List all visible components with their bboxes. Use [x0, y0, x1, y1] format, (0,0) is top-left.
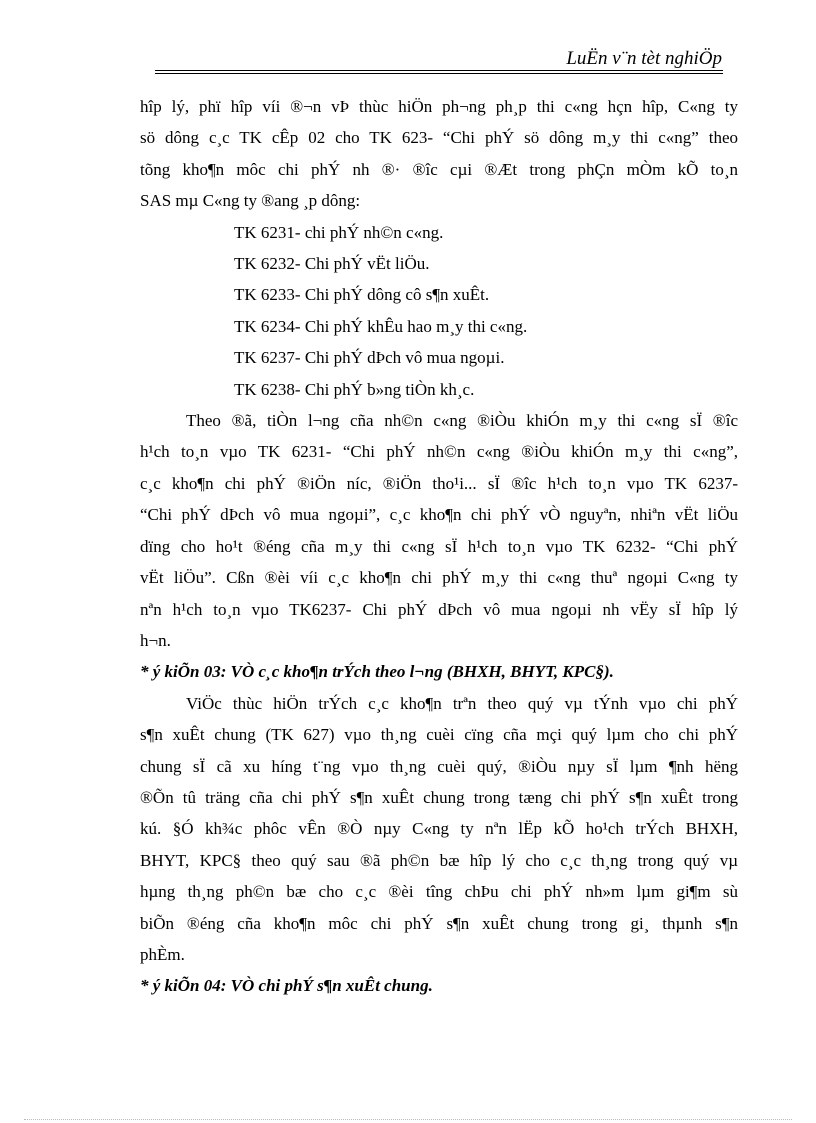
text-line: hµng th¸ng ph©n bæ cho c¸c ®èi tîng chÞu chi phÝ nh»m lµm gi¶m sù	[140, 882, 738, 902]
text-line: sö dông c¸c TK cÊp 02 cho TK 623- “Chi phÝ sö dông m¸y thi c«ng” theo	[140, 128, 738, 148]
text-line: vËt liÖu”. Cßn ®èi víi c¸c kho¶n chi phÝ m¸y thi c«ng thuª ngoµi C«ng ty	[140, 568, 738, 588]
text-line: Theo ®ã, tiÒn l¬ng cña nh©n c«ng ®iÒu khiÓn m¸y thi c«ng sÏ ®îc	[186, 411, 738, 431]
account-list-item: TK 6234- Chi phÝ khÊu hao m¸y thi c«ng.	[234, 316, 528, 336]
text-line: “Chi phÝ dÞch vô mua ngoµi”, c¸c kho¶n chi phÝ vÒ nguyªn, nhiªn vËt liÖu	[140, 505, 738, 525]
text-line: tõng kho¶n môc chi phÝ nh ®· ®îc cµi ®Æt trong phÇn mÒm kÕ to¸n	[140, 159, 738, 179]
account-list-item: TK 6232- Chi phÝ vËt liÖu.	[234, 254, 430, 274]
text-line: SAS mµ C«ng ty ®ang ¸p dông:	[140, 191, 361, 211]
text-line: h¬n.	[140, 630, 171, 650]
account-list-item: TK 6237- Chi phÝ dÞch vô mua ngoµi.	[234, 348, 505, 368]
document-body	[140, 91, 738, 1002]
text-line: kú. §Ó kh¾c phôc vÊn ®Ò nµy C«ng ty nªn lËp kÕ ho¹ch trÝch BHXH,	[140, 819, 738, 839]
text-line: chung sÏ cã xu híng t¨ng vµo th¸ng cuèi quý, ®iÒu nµy sÏ lµm ¶nh hëng	[140, 756, 738, 776]
section-heading-03: * ý kiÕn 03: VÒ c¸c kho¶n trÝch theo l¬ng (BHXH, BHYT, KPC§).	[140, 662, 614, 682]
text-line: BHYT, KPC§ theo quý sau ®ã ph©n bæ hîp lý cho c¸c th¸ng trong quý vµ	[140, 850, 738, 870]
text-line: nªn h¹ch to¸n vµo TK6237- Chi phÝ dÞch vô mua ngoµi nh vËy sÏ hîp lý	[140, 599, 738, 619]
header-rule-top	[155, 70, 723, 71]
section-heading-04: * ý kiÕn 04: VÒ chi phÝ s¶n xuÊt chung.	[140, 976, 433, 996]
header-rule-bottom	[155, 73, 723, 74]
text-line: c¸c kho¶n chi phÝ ®iÖn níc, ®iÖn tho¹i... sÏ ®îc h¹ch to¸n vµo TK 6237-	[140, 473, 738, 493]
text-line: phÈm.	[140, 944, 185, 964]
text-line: hîp lý, phï hîp víi ®¬n vÞ thùc hiÖn ph¬ng ph¸p thi c«ng hçn hîp, C«ng ty	[140, 97, 738, 116]
text-line: biÕn ®éng cña kho¶n môc chi phÝ s¶n xuÊt chung trong gi¸ thµnh s¶n	[140, 913, 738, 933]
text-line: ®Õn tû träng cña chi phÝ s¶n xuÊt chung trong tæng chi phÝ s¶n xuÊt trong	[140, 787, 738, 807]
running-header-title: LuËn v¨n tèt nghiÖp	[566, 48, 722, 69]
account-list-item: TK 6238- Chi phÝ b»ng tiÒn kh¸c.	[234, 379, 475, 399]
account-list-item: TK 6233- Chi phÝ dông cô s¶n xuÊt.	[234, 285, 490, 305]
text-line: dïng cho ho¹t ®éng cña m¸y thi c«ng sÏ h¹ch to¸n vµo TK 6232- “Chi phÝ	[140, 536, 738, 556]
text-line: ViÖc thùc hiÖn trÝch c¸c kho¶n trªn theo quý vµ tÝnh vµo chi phÝ	[186, 693, 738, 713]
text-line: h¹ch to¸n vµo TK 6231- “Chi phÝ nh©n c«ng ®iÒu khiÓn m¸y thi c«ng”,	[140, 442, 738, 462]
page-bottom-divider	[24, 1119, 792, 1120]
account-list-item: TK 6231- chi phÝ nh©n c«ng.	[234, 222, 444, 242]
text-line: s¶n xuÊt chung (TK 627) vµo th¸ng cuèi cïng cña mçi quý lµm cho chi phÝ	[140, 725, 738, 745]
